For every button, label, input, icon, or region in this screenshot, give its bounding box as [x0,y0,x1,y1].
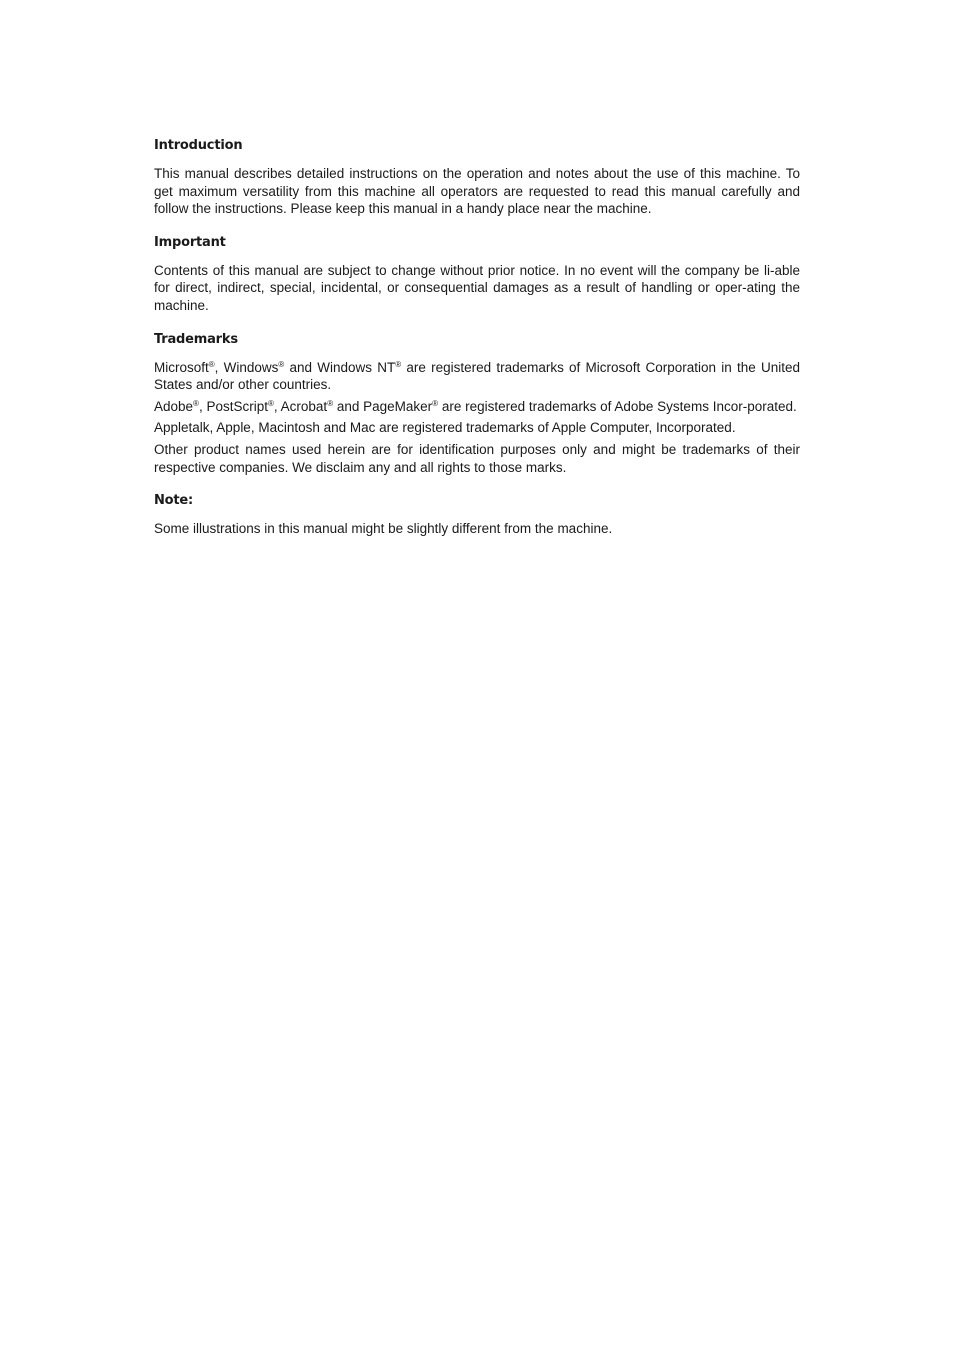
microsoft-text-4: are registered trademarks of Microsoft Corporation in the United States and/or other countries. [154,359,800,393]
note-heading: Note: [154,493,194,509]
adobe-text-1: Adobe [154,398,194,414]
registered-mark: ® [267,398,274,408]
trademarks-heading: Trademarks [154,331,238,347]
registered-mark: ® [395,359,402,369]
adobe-text-3: , Acrobat [273,398,328,414]
important-paragraph: Contents of this manual are subject to change without prior notice. In no event will the company be li-able for direct, indirect, special, incidental, or consequential damages as a result of handling or oper-ating the machine. [154,262,800,313]
trademarks-section [154,330,800,477]
important-heading: Important [154,234,226,250]
microsoft-text-1: Microsoft [154,359,209,375]
introduction-paragraph: This manual describes detailed instructions on the operation and notes about the use of this machine. To get maximum versatility from this machine all operators are requested to read this manual carefully and follow the instructions. Please keep this manual in a handy place near the machine. [154,166,800,217]
adobe-text-2: , PostScript [198,398,268,414]
introduction-heading: Introduction [154,138,243,153]
note-paragraph: Some illustrations in this manual might be slightly different from the machine. [154,521,613,537]
registered-mark: ® [208,359,215,369]
adobe-text-4: and PageMaker [333,398,433,414]
registered-mark: ® [193,398,199,408]
adobe-trademark-paragraph [154,398,800,416]
microsoft-trademark-paragraph [154,359,800,394]
registered-mark: ® [432,398,439,408]
apple-trademark-paragraph: Appletalk, Apple, Macintosh and Mac are registered trademarks of Apple Computer, Incorporated. [154,420,736,436]
microsoft-text-2: , Windows [214,359,279,375]
registered-mark: ® [278,359,285,369]
note-section [154,491,800,538]
microsoft-text-3: and Windows NT [284,359,396,375]
important-section [154,233,800,315]
registered-mark: ® [327,398,334,408]
document-page [154,136,800,553]
other-trademark-paragraph: Other product names used herein are for identification purposes only and might be trademarks of their respective companies. We disclaim any and all rights to those marks. [154,441,800,475]
introduction-section [154,136,800,218]
adobe-text-5: are registered trademarks of Adobe Systems Incor-porated. [438,398,797,414]
